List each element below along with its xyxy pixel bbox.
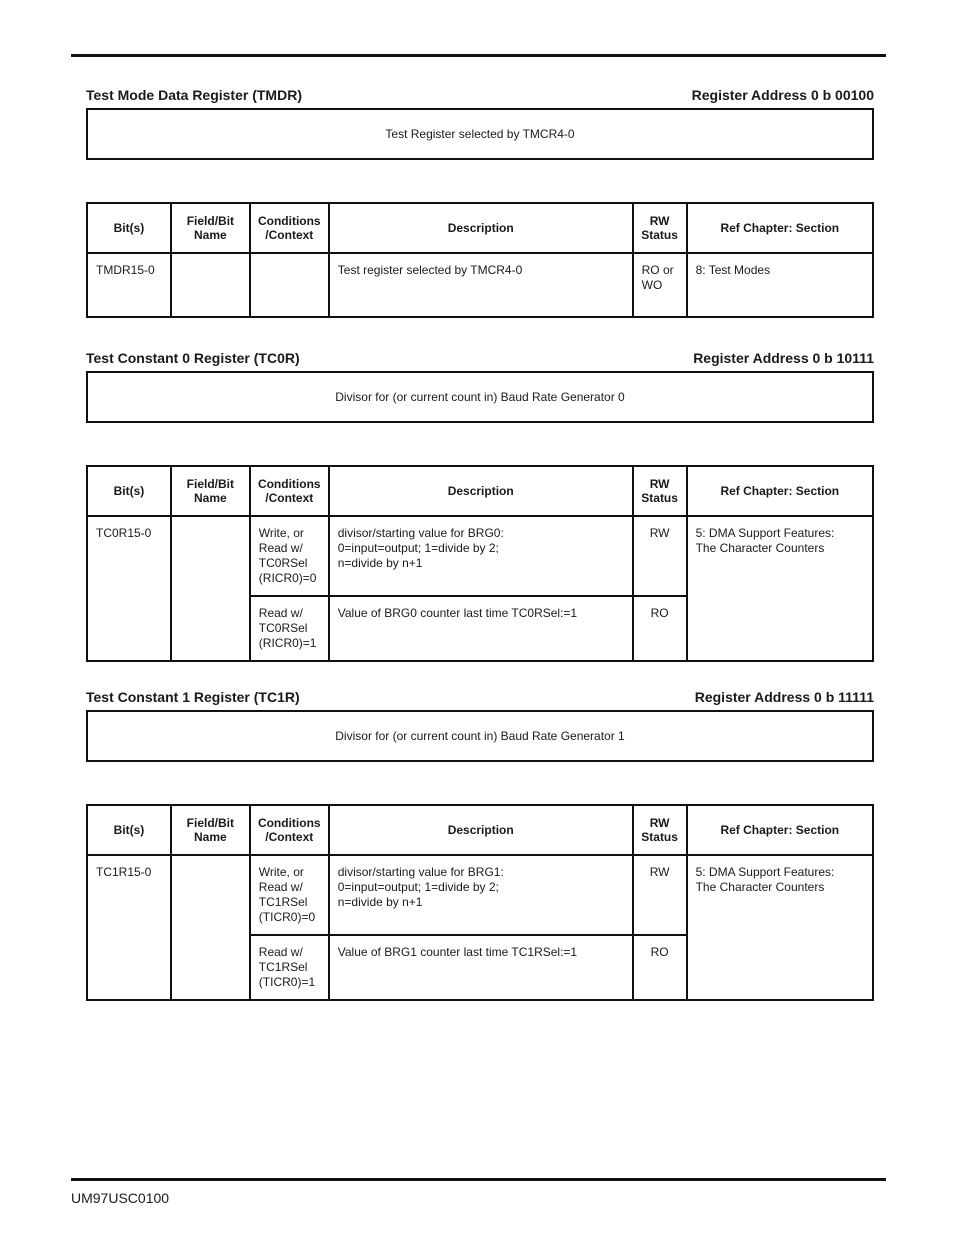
register-box	[86, 108, 874, 160]
cell-bits: TC0R15-0	[87, 516, 171, 661]
section-header	[86, 87, 874, 107]
col-bits: Bit(s)	[87, 466, 171, 516]
col-ref: Ref Chapter: Section	[687, 466, 873, 516]
cell-field	[171, 855, 250, 1000]
register-address: Register Address 0 b 10111	[693, 350, 874, 366]
register-table	[86, 465, 874, 662]
cell-description: Test register selected by TMCR4-0	[329, 253, 633, 317]
register-box-text: Divisor for (or current count in) Baud Rate Generator 0	[335, 390, 625, 404]
cell-rw: RW	[633, 855, 687, 935]
col-description: Description	[329, 203, 633, 253]
cell-ref: 8: Test Modes	[687, 253, 873, 317]
col-field: Field/Bit Name	[171, 203, 250, 253]
col-rw: RW Status	[633, 805, 687, 855]
cell-description: divisor/starting value for BRG1: 0=input=output; 1=divide by 2; n=divide by n+1	[329, 855, 633, 935]
footer-rule	[71, 1178, 886, 1181]
col-conditions: Conditions /Context	[250, 466, 329, 516]
table-header-row	[87, 805, 873, 855]
cell-conditions: Read w/ TC0RSel (RICR0)=1	[250, 596, 329, 661]
cell-description: Value of BRG1 counter last time TC1RSel:=1	[329, 935, 633, 1000]
register-box-text: Divisor for (or current count in) Baud Rate Generator 1	[335, 729, 625, 743]
cell-field	[171, 516, 250, 661]
register-address: Register Address 0 b 00100	[691, 87, 874, 103]
cell-bits: TMDR15-0	[87, 253, 171, 317]
tc0r-section	[86, 350, 874, 650]
section-header	[86, 350, 874, 370]
section-title: Test Constant 0 Register (TC0R)	[86, 350, 300, 366]
cell-conditions: Write, or Read w/ TC0RSel (RICR0)=0	[250, 516, 329, 596]
register-address: Register Address 0 b 11111	[694, 689, 874, 705]
col-rw: RW Status	[633, 203, 687, 253]
cell-rw: RO	[633, 935, 687, 1000]
cell-ref: 5: DMA Support Features: The Character Counters	[687, 855, 873, 1000]
section-title: Test Mode Data Register (TMDR)	[86, 87, 302, 103]
cell-rw: RO	[633, 596, 687, 661]
cell-rw: RW	[633, 516, 687, 596]
register-box-text: Test Register selected by TMCR4-0	[385, 127, 575, 141]
section-header	[86, 689, 874, 709]
cell-ref: 5: DMA Support Features: The Character Counters	[687, 516, 873, 661]
col-rw: RW Status	[633, 466, 687, 516]
section-title: Test Constant 1 Register (TC1R)	[86, 689, 300, 705]
cell-conditions	[250, 253, 329, 317]
col-bits: Bit(s)	[87, 203, 171, 253]
col-bits: Bit(s)	[87, 805, 171, 855]
cell-conditions: Write, or Read w/ TC1RSel (TICR0)=0	[250, 855, 329, 935]
tmdr-section	[86, 87, 874, 292]
register-box	[86, 710, 874, 762]
cell-field	[171, 253, 250, 317]
col-conditions: Conditions /Context	[250, 805, 329, 855]
table-row	[87, 855, 873, 935]
col-ref: Ref Chapter: Section	[687, 805, 873, 855]
cell-description: divisor/starting value for BRG0: 0=input=output; 1=divide by 2; n=divide by n+1	[329, 516, 633, 596]
table-row	[87, 516, 873, 596]
register-table	[86, 202, 874, 318]
col-field: Field/Bit Name	[171, 805, 250, 855]
table-header-row	[87, 466, 873, 516]
col-conditions: Conditions /Context	[250, 203, 329, 253]
footer-doc-id: UM97USC0100	[71, 1190, 170, 1206]
table-row	[87, 253, 873, 317]
register-table	[86, 804, 874, 1001]
cell-conditions: Read w/ TC1RSel (TICR0)=1	[250, 935, 329, 1000]
col-ref: Ref Chapter: Section	[687, 203, 873, 253]
col-description: Description	[329, 466, 633, 516]
table-header-row	[87, 203, 873, 253]
col-field: Field/Bit Name	[171, 466, 250, 516]
cell-bits: TC1R15-0	[87, 855, 171, 1000]
header-rule	[71, 54, 886, 57]
col-description: Description	[329, 805, 633, 855]
cell-description: Value of BRG0 counter last time TC0RSel:=1	[329, 596, 633, 661]
tc1r-section	[86, 689, 874, 989]
cell-rw: RO or WO	[633, 253, 687, 317]
register-box	[86, 371, 874, 423]
